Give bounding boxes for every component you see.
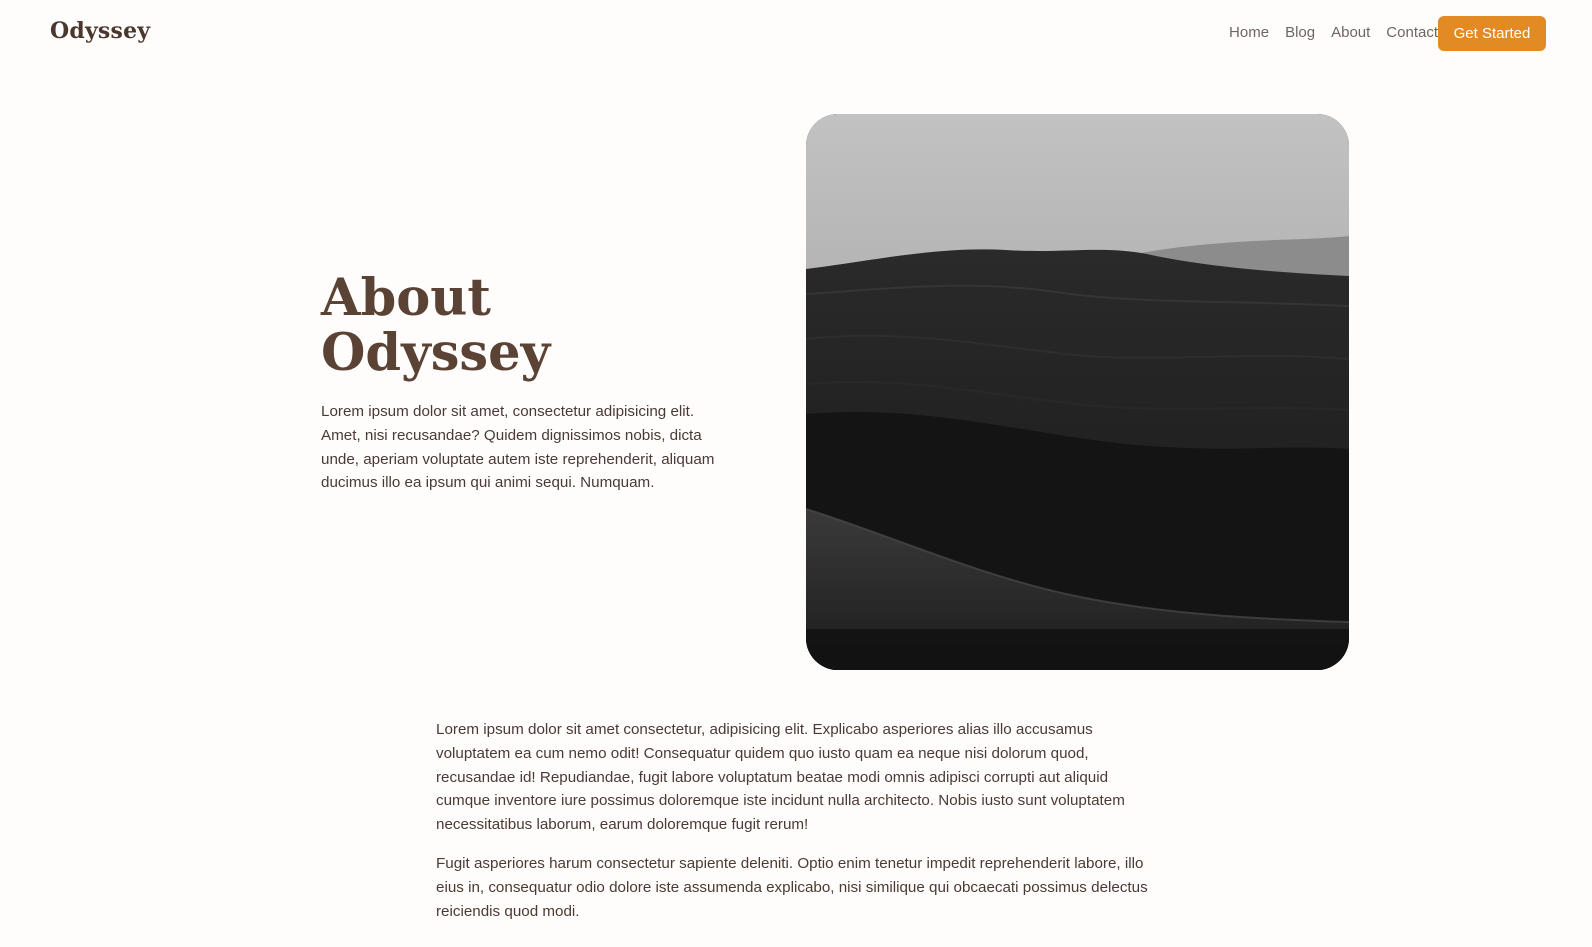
- dunes-illustration: [806, 114, 1349, 670]
- nav-link-about[interactable]: About: [1331, 24, 1371, 41]
- main-nav: [1229, 24, 1438, 41]
- content-paragraph: Fugit asperiores harum consectetur sapiente deleniti. Optio enim tenetur impedit reprehenderit labore, illo eius in, consequatur odio dolore iste assumenda explicabo, nisi similique qui obcaecati possimus delectus reiciendis quod modi.: [436, 854, 1148, 920]
- content-paragraph: Lorem ipsum dolor sit amet consectetur, adipisicing elit. Explicabo asperiores alias illo accusamus voluptatem ea cum nemo odit! Consequatur quidem quo iusto quam ea neque nisi dolorum quod, recusandae id! Repudiandae, fugit labore voluptatum beatae modi omnis adipisci corrupti aut aliquid cumque inventore iure possimus doloremque iste incidunt nulla architecto. Nobis iusto sunt voluptatem necessitatibus laborum, earum doloremque fugit rerum!: [436, 721, 1125, 834]
- nav-link-home[interactable]: Home: [1229, 24, 1270, 41]
- hero-intro-text: Lorem ipsum dolor sit amet, consectetur adipisicing elit. Amet, nisi recusandae? Quidem dignissimos nobis, dicta unde, aperiam voluptate autem iste reprehenderit, aliquam ducimus illo ea ipsum qui animi sequi. Numquam.: [321, 403, 715, 492]
- nav-link-blog[interactable]: Blog: [1285, 24, 1316, 41]
- nav-link-contact[interactable]: Contact: [1386, 24, 1438, 41]
- site-header: [0, 0, 1592, 68]
- about-content: [436, 718, 1156, 938]
- page-title: [321, 268, 721, 383]
- page-title-line-1: About: [321, 268, 491, 328]
- site-logo[interactable]: Odyssey: [50, 18, 151, 44]
- page-title-line-2: Odyssey: [321, 323, 551, 383]
- get-started-button[interactable]: Get Started: [1438, 16, 1546, 51]
- desert-dunes-image: [806, 114, 1349, 670]
